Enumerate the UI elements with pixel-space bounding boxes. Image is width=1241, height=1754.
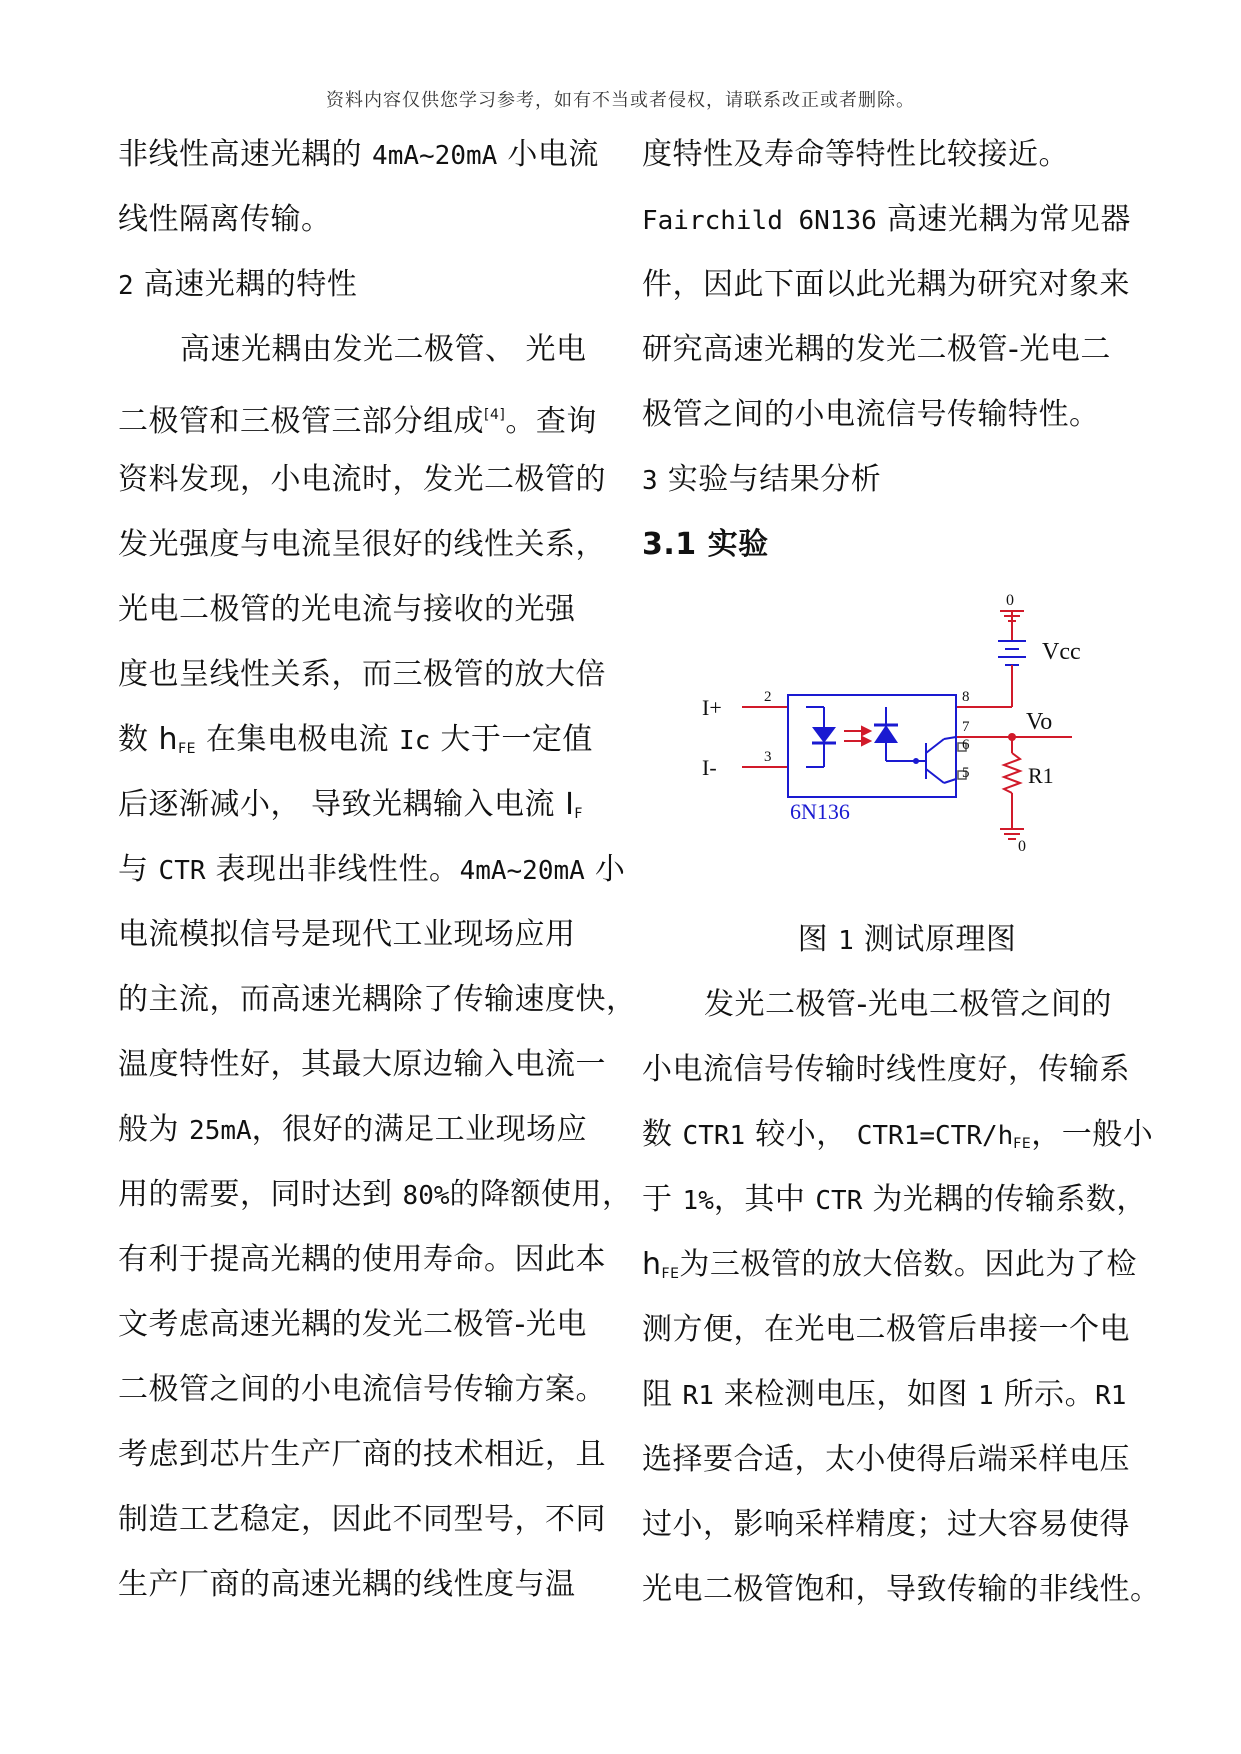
text-line: 发光二极管-光电二极管之间的 xyxy=(704,987,1112,1022)
section-heading-2: 2 高速光耦的特性 xyxy=(118,267,358,302)
figure-caption: 图 1 测试原理图 xyxy=(797,922,1017,957)
text-line: 线性隔离传输。 xyxy=(118,202,332,237)
pin8-label: 8 xyxy=(962,689,970,705)
page-header-notice: 资料内容仅供您学习参考，如有不当或者侵权，请联系改正或者删除。 xyxy=(326,90,915,111)
text-line: 数 CTR1 较小， $CTR1=CTR/h_{FE}$，一般小 xyxy=(642,1117,1154,1152)
citation: [4] xyxy=(484,407,506,423)
ground-top-label: 0 xyxy=(1006,593,1014,609)
text-line: 二极管和三极管三部分组成[4]。查询 xyxy=(118,404,597,439)
left-column xyxy=(118,128,637,1623)
text-line: 有利于提高光耦的使用寿命。因此本 xyxy=(118,1242,606,1277)
text-line: 测方便，在光电二极管后串接一个电 xyxy=(642,1312,1130,1347)
text-line: 的主流，而高速光耦除了传输速度快， xyxy=(118,982,637,1017)
text-line: 光电二极管的光电流与接收的光强 xyxy=(118,592,576,627)
text-line: 二极管之间的小电流信号传输方案。 xyxy=(118,1372,606,1407)
subsection-heading-3-1: 3.1 实验 xyxy=(642,527,769,562)
test-circuit-diagram xyxy=(672,593,1132,893)
pin6-label: 6 xyxy=(962,737,970,753)
text-line: 用的需要，同时达到 80%的降额使用， xyxy=(118,1177,633,1212)
i-plus-label: I+ xyxy=(702,695,722,720)
text-line: 高速光耦由发光二极管、 光电 xyxy=(180,332,587,367)
circuit-figure xyxy=(642,583,1152,913)
text-line: 与 CTR 表现出非线性性。4mA~20mA 小 xyxy=(118,852,626,887)
text-line: 制造工艺稳定，因此不同型号，不同 xyxy=(118,1502,606,1537)
text-line: 于 1%，其中 CTR 为光耦的传输系数， xyxy=(642,1182,1147,1217)
text-line: 文考虑高速光耦的发光二极管-光电 xyxy=(118,1307,587,1342)
text-line: 度也呈线性关系，而三极管的放大倍 xyxy=(118,657,606,692)
text-line: 后逐渐减小， 导致光耦输入电流 $I_F$ xyxy=(118,787,583,822)
text-line: 电流模拟信号是现代工业现场应用 xyxy=(118,917,576,952)
text-line: Fairchild 6N136 高速光耦为常见器 xyxy=(642,202,1131,237)
text-line: 发光强度与电流呈很好的线性关系， xyxy=(118,527,606,562)
text-line: 度特性及寿命等特性比较接近。 xyxy=(642,137,1069,172)
photodiode-icon xyxy=(874,725,898,743)
ground-bottom-label: 0 xyxy=(1018,838,1026,855)
text-line: 资料发现，小电流时，发光二极管的 xyxy=(118,462,606,497)
text-line: 光电二极管饱和，导致传输的非线性。 xyxy=(642,1572,1161,1607)
r1-label: R1 xyxy=(1028,763,1054,788)
text-line: 过小，影响采样精度；过大容易使得 xyxy=(642,1507,1130,1542)
text-line: 小电流信号传输时线性度好，传输系 xyxy=(642,1052,1130,1087)
text-line: 温度特性好，其最大原边输入电流一 xyxy=(118,1047,606,1082)
pin7-label: 7 xyxy=(962,719,970,735)
junction-dot xyxy=(1008,733,1016,741)
light-arrows-icon xyxy=(844,727,870,745)
text-line: 件，因此下面以此光耦为研究对象来 xyxy=(642,267,1130,302)
i-minus-label: I- xyxy=(702,755,717,780)
section-heading-3: 3 实验与结果分析 xyxy=(642,462,882,497)
text-line: $h_{FE}$为三极管的放大倍数。因此为了检 xyxy=(642,1247,1137,1282)
text-line: 般为 25mA，很好的满足工业现场应 xyxy=(118,1112,588,1147)
right-column xyxy=(642,128,1161,1628)
text-line: 考虑到芯片生产厂商的技术相近，且 xyxy=(118,1437,606,1472)
text-line: 非线性高速光耦的 4mA~20mA 小电流 xyxy=(118,137,599,172)
chip-body xyxy=(788,695,956,797)
vo-label: Vo xyxy=(1026,709,1053,735)
text-line: 研究高速光耦的发光二极管-光电二 xyxy=(642,332,1111,367)
text-line: 生产厂商的高速光耦的线性度与温 xyxy=(118,1567,576,1602)
chip-name-label: 6N136 xyxy=(790,799,850,824)
pin5-label: 5 xyxy=(962,765,970,781)
pin2-label: 2 xyxy=(764,689,772,705)
vcc-label: Vcc xyxy=(1042,639,1081,665)
text-line: 极管之间的小电流信号传输特性。 xyxy=(642,397,1100,432)
text-line: 数 $h_{FE}$ 在集电极电流 Ic 大于一定值 xyxy=(118,722,593,757)
pin3-label: 3 xyxy=(764,749,772,765)
text-line: 选择要合适，太小使得后端采样电压 xyxy=(642,1442,1130,1477)
text-line: 阻 R1 来检测电压，如图 1 所示。R1 xyxy=(642,1377,1127,1412)
led-icon xyxy=(812,727,836,743)
